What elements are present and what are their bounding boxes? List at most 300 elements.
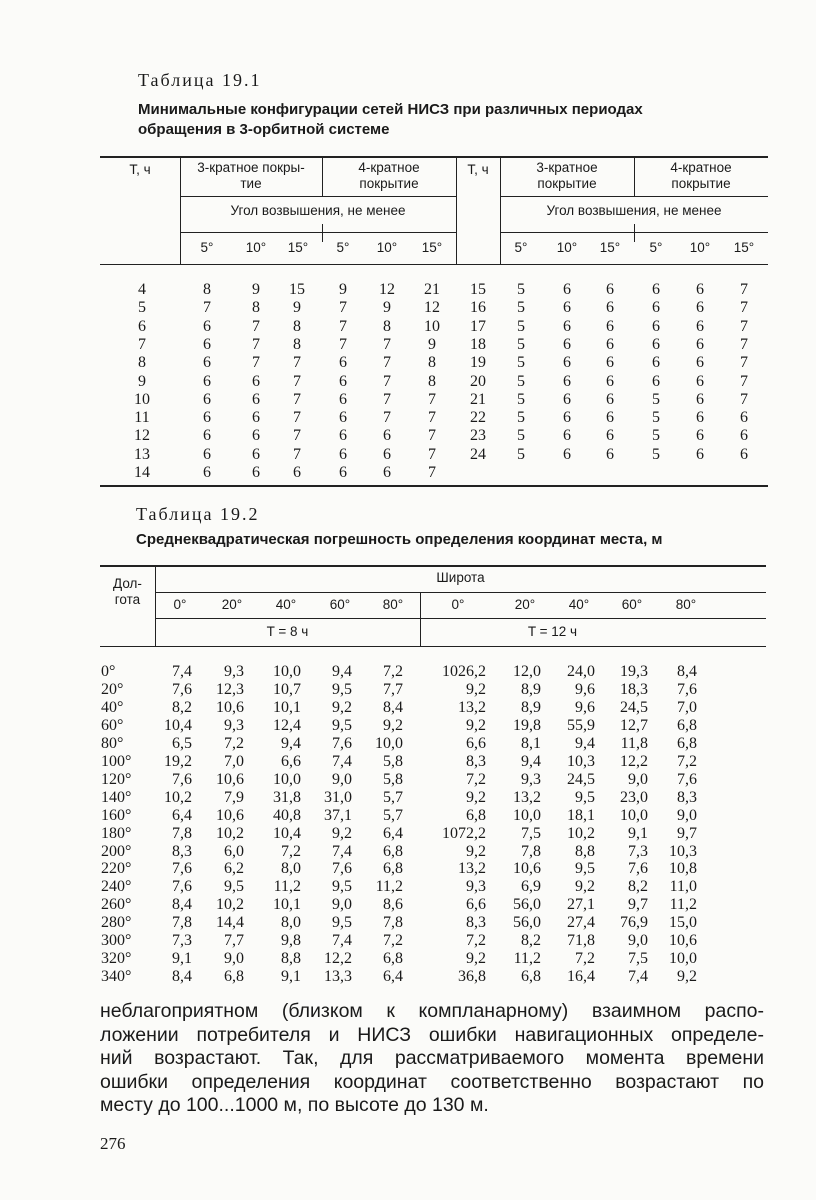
table1-cell: 6 (652, 281, 660, 298)
table2-lat-header: 60° (329, 597, 351, 612)
table1-cell: 6 (339, 390, 347, 408)
table2-lat-header: 0° (451, 597, 465, 612)
table2-cell: 7,4 (332, 932, 352, 950)
table2-cell: 7,6 (172, 680, 192, 698)
table1-cell: 7 (740, 390, 748, 408)
table2-cell: 9,6 (575, 698, 595, 716)
table2-cell: 7,2 (383, 932, 403, 950)
table1-cell: 5 (517, 281, 525, 298)
table2-cell: 10,0 (273, 770, 301, 788)
table2-top-rule (100, 565, 766, 567)
table2-cell: 14,4 (216, 914, 244, 932)
table1-cell: 7 (428, 409, 436, 427)
table1-cell: 7 (293, 354, 301, 372)
table2-cell: 12,2 (620, 752, 648, 770)
table2-cell: 7,6 (172, 860, 192, 878)
table2-cell: 5,8 (383, 770, 403, 788)
table1-T-cell: 24 (470, 445, 486, 463)
table2-cell: 9,5 (575, 860, 595, 878)
table1-cell: 6 (696, 281, 704, 298)
table1-cell: 7 (383, 354, 391, 372)
table1-cell: 12 (424, 299, 440, 317)
table1-T-cell: 4 (138, 281, 146, 298)
table2-cell: 9,6 (575, 680, 595, 698)
table2-cell: 7,2 (281, 842, 301, 860)
table1-cell: 7 (203, 299, 211, 317)
table2-cell: 9,3 (224, 716, 244, 734)
table2-longitude-cell: 120° (101, 770, 132, 788)
table2-cell: 7,4 (172, 663, 192, 680)
table1-T-cell: 8 (138, 354, 146, 372)
table1-cell: 7 (428, 427, 436, 445)
table2-cell: 10,7 (273, 680, 301, 698)
table2-cell: 6,8 (383, 860, 403, 878)
table2-longitude-cell: 20° (101, 680, 124, 698)
table2-cell: 6,4 (172, 806, 192, 824)
table1-cell: 6 (696, 372, 704, 390)
table2-cell: 7,7 (224, 932, 244, 950)
table2-cell: 7,6 (677, 680, 697, 698)
table1-cell: 7 (383, 372, 391, 390)
table1-cell: 7 (252, 335, 260, 353)
table2-cell: 8,0 (281, 860, 301, 878)
table2-rule-shirota (155, 592, 766, 593)
table1-cell: 6 (563, 317, 571, 335)
table1-cell: 5 (517, 354, 525, 372)
table1-T-cell: 19 (470, 354, 486, 372)
table1-cell: 6 (696, 390, 704, 408)
table1-T-cell: 17 (470, 317, 486, 335)
table2-cell: 9,8 (281, 932, 301, 950)
table2-cell: 8,2 (521, 932, 541, 950)
table2-cell: 10,2 (567, 824, 595, 842)
table2-cell: 12,4 (273, 716, 301, 734)
table2-cell: 9,2 (383, 716, 403, 734)
table1-T-cell: 5 (138, 299, 146, 317)
table1-T-cell: 23 (470, 427, 486, 445)
table2-cell: 7,6 (677, 770, 697, 788)
table1-cell: 6 (740, 409, 748, 427)
table2-cell: 12,3 (216, 680, 244, 698)
table2-longitude-cell: 240° (101, 878, 132, 896)
table2-shirota-header: Широта (436, 570, 485, 585)
table1-angle-header: 5° (649, 240, 663, 255)
table2-cell: 9,1 (172, 950, 192, 968)
table1-T-cell: 14 (134, 464, 150, 481)
table1-cell: 6 (606, 427, 614, 445)
table2-cell: 6,8 (521, 968, 541, 986)
table2-cell: 12,0 (513, 663, 541, 680)
table2-cell: 8,1 (521, 734, 541, 752)
table1-cell: 6 (339, 427, 347, 445)
table2-cell: 7,8 (383, 914, 403, 932)
table2-cell: 6,8 (383, 950, 403, 968)
table1-cell: 7 (740, 335, 748, 353)
table2-cell: 31,8 (273, 788, 301, 806)
table1-cell: 9 (252, 281, 260, 298)
table2-cell: 9,2 (466, 680, 486, 698)
table2-cell: 9,2 (575, 878, 595, 896)
table2-cell: 7,4 (332, 842, 352, 860)
table1-cell: 6 (339, 445, 347, 463)
table2-cell: 7,2 (383, 663, 403, 680)
table1-angle-header: 15° (599, 240, 621, 255)
table2-cell: 8,9 (521, 680, 541, 698)
table1-cell: 7 (740, 281, 748, 298)
table2-lat-header: 60° (621, 597, 643, 612)
table1-cell: 7 (383, 409, 391, 427)
table2-cell: 1072,2 (442, 824, 486, 842)
table2-cell: 10,2 (216, 824, 244, 842)
table1-cell: 6 (696, 445, 704, 463)
table2-cell: 8,4 (172, 968, 192, 986)
table2-longitude-cell: 0° (101, 663, 116, 680)
table2-cell: 6,2 (224, 860, 244, 878)
table2-longitude-cell: 300° (101, 932, 132, 950)
table1-cell: 6 (203, 445, 211, 463)
table1-cell: 6 (252, 445, 260, 463)
table1-cell: 6 (252, 390, 260, 408)
table1-cell: 7 (293, 445, 301, 463)
table1-cov3-header: 3-кратное покры- тие (197, 160, 305, 191)
table2-cell: 10,3 (669, 842, 697, 860)
table1-cell: 10 (424, 317, 440, 335)
table2-cell: 7,3 (628, 842, 648, 860)
table1-angle-header: 5° (336, 240, 350, 255)
table1-T-cell: 16 (470, 299, 486, 317)
table2-cell: 9,2 (466, 842, 486, 860)
table1-cell: 6 (339, 464, 347, 481)
table2-cell: 6,4 (383, 968, 403, 986)
table2-cell: 7,5 (521, 824, 541, 842)
table2-longitude-cell: 80° (101, 734, 124, 752)
table1-cell: 8 (428, 372, 436, 390)
table2-cell: 40,8 (273, 806, 301, 824)
table1-cell: 6 (203, 427, 211, 445)
table2-cell: 8,6 (383, 896, 403, 914)
table2-cell: 56,0 (513, 914, 541, 932)
table2-cell: 8,4 (172, 896, 192, 914)
table2-cell: 8,4 (677, 663, 697, 680)
table2-cell: 8,2 (628, 878, 648, 896)
table1-cell: 5 (517, 335, 525, 353)
table2-cell: 9,5 (332, 878, 352, 896)
table2-cell: 7,0 (677, 698, 697, 716)
table2-longitude-cell: 180° (101, 824, 132, 842)
table2-cell: 8,3 (677, 788, 697, 806)
table2-cell: 8,8 (575, 842, 595, 860)
table2-cell: 6,6 (281, 752, 301, 770)
table2-cell: 8,3 (466, 752, 486, 770)
table1-cell: 7 (740, 299, 748, 317)
table1-cell: 6 (652, 354, 660, 372)
table2-cell: 9,5 (332, 716, 352, 734)
table1-angle-header: 10° (245, 240, 267, 255)
table2-cell: 24,5 (567, 770, 595, 788)
table1-cell: 6 (563, 409, 571, 427)
table1-cell: 6 (383, 445, 391, 463)
table1-cell: 6 (252, 372, 260, 390)
table2-cell: 8,3 (172, 842, 192, 860)
table1-cell: 12 (379, 281, 395, 298)
table1-angle-header: 5° (514, 240, 528, 255)
table2-period-left: T = 8 ч (266, 624, 309, 639)
table1-cell: 6 (563, 445, 571, 463)
table1-cell: 6 (563, 335, 571, 353)
table2-cell: 13,2 (513, 788, 541, 806)
table1-angle-header: 15° (421, 240, 443, 255)
table2-cell: 10,0 (669, 950, 697, 968)
table2-longitude-cell: 140° (101, 788, 132, 806)
table2-cell: 56,0 (513, 896, 541, 914)
table2-cell: 1026,2 (442, 663, 486, 680)
table1-cell: 9 (383, 299, 391, 317)
table2-cell: 23,0 (620, 788, 648, 806)
table2-cell: 8,2 (172, 698, 192, 716)
table2-cell: 6,6 (466, 896, 486, 914)
table2-lat-header: 20° (514, 597, 536, 612)
table2-cell: 7,4 (628, 968, 648, 986)
table2-cell: 9,2 (466, 950, 486, 968)
table1-cov4b-header: 4-кратное покрытие (670, 160, 732, 191)
table1-cell: 6 (339, 409, 347, 427)
table2-cell: 9,0 (332, 896, 352, 914)
table2-cell: 13,3 (324, 968, 352, 986)
table1-cell: 6 (606, 299, 614, 317)
table1-cell: 9 (428, 335, 436, 353)
table2-cell: 7,7 (383, 680, 403, 698)
table1-cell: 5 (517, 372, 525, 390)
table2-cell: 10,1 (273, 698, 301, 716)
table2-cell: 8,4 (383, 698, 403, 716)
table2-cell: 27,4 (567, 914, 595, 932)
table2-cell: 10,6 (513, 860, 541, 878)
table2-cell: 15,0 (669, 914, 697, 932)
table1-cov4-header: 4-кратное покрытие (358, 160, 420, 191)
table2-rule-lats (155, 618, 766, 619)
table1-cell: 7 (428, 445, 436, 463)
table2-cell: 10,6 (216, 698, 244, 716)
table1-cell: 6 (563, 372, 571, 390)
table1-cell: 5 (517, 390, 525, 408)
table2-cell: 10,3 (567, 752, 595, 770)
table2-cell: 9,1 (281, 968, 301, 986)
table2-cell: 9,0 (628, 770, 648, 788)
table2-cell: 13,2 (458, 698, 486, 716)
table1-cell: 9 (293, 299, 301, 317)
table2-cell: 8,8 (281, 950, 301, 968)
table1-angle-header: 15° (287, 240, 309, 255)
table1-T-cell: 9 (138, 372, 146, 390)
table2-lat-header: 40° (568, 597, 590, 612)
table1-cell: 7 (740, 354, 748, 372)
table1-cell: 7 (252, 354, 260, 372)
table2-cell: 36,8 (458, 968, 486, 986)
table2-cell: 6,8 (677, 716, 697, 734)
table1-T-cell: 11 (134, 409, 150, 427)
table2-cell: 9,3 (521, 770, 541, 788)
table1-cell: 6 (606, 354, 614, 372)
table1-cell: 6 (740, 427, 748, 445)
table1-cov3b-header: 3-кратное покрытие (536, 160, 598, 191)
table2-cell: 7,6 (332, 860, 352, 878)
table1-cell: 6 (252, 409, 260, 427)
table2-cell: 76,9 (620, 914, 648, 932)
table1-T-cell: 21 (470, 390, 486, 408)
table2-cell: 7,5 (628, 950, 648, 968)
table2-longitude-cell: 200° (101, 842, 132, 860)
table1-elev-header-right: Угол возвышения, не менее (546, 203, 722, 218)
table1-cell: 7 (293, 409, 301, 427)
table2-cell: 6,0 (224, 842, 244, 860)
table2-lat-header: 80° (382, 597, 404, 612)
table1-angle-header: 10° (556, 240, 578, 255)
table2-cell: 9,4 (521, 752, 541, 770)
table2-cell: 6,8 (677, 734, 697, 752)
table2-cell: 7,2 (575, 950, 595, 968)
table1-cell: 7 (339, 317, 347, 335)
table2-cell: 71,8 (567, 932, 595, 950)
table1-cell: 8 (293, 317, 301, 335)
table1-cell: 6 (606, 317, 614, 335)
table1-cell: 5 (517, 427, 525, 445)
table1-angle-header: 10° (689, 240, 711, 255)
table2-cell: 7,6 (172, 770, 192, 788)
table2-cell: 8,3 (466, 914, 486, 932)
table2-cell: 10,2 (164, 788, 192, 806)
table1-cell: 6 (203, 390, 211, 408)
table1-T-cell: 13 (134, 445, 150, 463)
table2-longitude-cell: 260° (101, 896, 132, 914)
table2-dolgota-header: Дол- гота (113, 576, 142, 607)
table1-cell: 7 (339, 299, 347, 317)
table2-cell: 7,0 (224, 752, 244, 770)
table1-cell: 6 (696, 409, 704, 427)
table2-longitude-cell: 220° (101, 860, 132, 878)
table1-cell: 6 (383, 427, 391, 445)
table2-cell: 10,0 (375, 734, 403, 752)
table2-cell: 9,0 (677, 806, 697, 824)
table2-lat-header: 80° (675, 597, 697, 612)
table1-cell: 5 (517, 317, 525, 335)
table2-lat-header: 0° (173, 597, 187, 612)
table2-cell: 6,9 (521, 878, 541, 896)
table1-cell: 6 (203, 372, 211, 390)
table1-cell: 6 (696, 317, 704, 335)
table2-longitude-cell: 60° (101, 716, 124, 734)
table1-cell: 6 (563, 281, 571, 298)
table1-title: Минимальные конфигурации сетей НИСЗ при различных периодах обращения в 3-орбитной системе (138, 101, 643, 138)
table2-cell: 10,1 (273, 896, 301, 914)
table2-cell: 7,2 (224, 734, 244, 752)
paragraph-line: ложении потребителя и НИСЗ ошибки навигационных определе- (100, 1023, 764, 1046)
table1-cell: 7 (293, 390, 301, 408)
table2-cell: 7,8 (521, 842, 541, 860)
table1-cell: 6 (563, 390, 571, 408)
table1-cell: 6 (652, 299, 660, 317)
table2-cell: 7,6 (332, 734, 352, 752)
table1-cell: 6 (252, 427, 260, 445)
table2-cell: 27,1 (567, 896, 595, 914)
table1-cell: 6 (203, 464, 211, 481)
table2-period-right: T = 12 ч (527, 624, 578, 639)
table2-cell: 6,8 (224, 968, 244, 986)
table2-cell: 7,6 (628, 860, 648, 878)
table1-angle-header: 5° (200, 240, 214, 255)
table2-lat-header: 40° (275, 597, 297, 612)
table2-cell: 9,5 (224, 878, 244, 896)
table2-cell: 7,3 (172, 932, 192, 950)
table1-cell: 8 (252, 299, 260, 317)
table2-cell: 12,7 (620, 716, 648, 734)
table1-cell: 8 (293, 335, 301, 353)
table2-cell: 5,7 (383, 806, 403, 824)
table1-cell: 6 (203, 317, 211, 335)
table1-cell: 7 (383, 335, 391, 353)
table2-cell: 6,8 (383, 842, 403, 860)
table2-cell: 24,0 (567, 663, 595, 680)
table2-cell: 6,8 (466, 806, 486, 824)
table2-cell: 7,9 (224, 788, 244, 806)
table1-cell: 6 (652, 372, 660, 390)
table2-cell: 10,6 (669, 932, 697, 950)
table1-cell: 5 (652, 427, 660, 445)
table1-cell: 6 (606, 445, 614, 463)
table2-cell: 9,4 (281, 734, 301, 752)
table2-cell: 10,0 (620, 806, 648, 824)
table1-cell: 8 (383, 317, 391, 335)
table2-cell: 7,8 (172, 824, 192, 842)
table1-cell: 5 (517, 445, 525, 463)
page-number: 276 (100, 1134, 126, 1153)
table2-cell: 5,8 (383, 752, 403, 770)
table2-longitude-cell: 340° (101, 968, 132, 986)
table1-T-cell: 22 (470, 409, 486, 427)
table1-cell: 6 (696, 299, 704, 317)
table1-T-cell: 15 (470, 281, 486, 298)
table2-cell: 5,7 (383, 788, 403, 806)
table2-cell: 7,2 (466, 932, 486, 950)
table2-longitude-cell: 320° (101, 950, 132, 968)
table1-cell: 6 (652, 317, 660, 335)
table2-cell: 9,2 (332, 824, 352, 842)
table2-cell: 7,6 (172, 878, 192, 896)
table2-cell: 9,0 (224, 950, 244, 968)
table1-cell: 8 (203, 281, 211, 298)
table1-cell: 6 (203, 409, 211, 427)
table1-T-cell: 6 (138, 317, 146, 335)
table1-cell: 5 (517, 409, 525, 427)
table2-longitude-cell: 40° (101, 698, 124, 716)
table2-cell: 18,3 (620, 680, 648, 698)
table2-cell: 10,8 (669, 860, 697, 878)
table2-cell: 9,5 (332, 914, 352, 932)
table1-cell: 6 (339, 354, 347, 372)
table1-cell: 6 (740, 445, 748, 463)
table1-cell: 6 (383, 464, 391, 481)
table1-cell: 6 (203, 335, 211, 353)
table1-cell: 7 (339, 335, 347, 353)
table1-cell: 9 (339, 281, 347, 298)
table1-cell: 6 (563, 427, 571, 445)
table2-cell: 8,9 (521, 698, 541, 716)
table1-angle-header: 10° (376, 240, 398, 255)
table1-T-cell: 12 (134, 427, 150, 445)
table2-cell: 9,2 (466, 716, 486, 734)
table1-label: Таблица 19.1 (138, 70, 262, 90)
table2-cell: 11,2 (273, 878, 301, 896)
table2-cell: 13,2 (458, 860, 486, 878)
